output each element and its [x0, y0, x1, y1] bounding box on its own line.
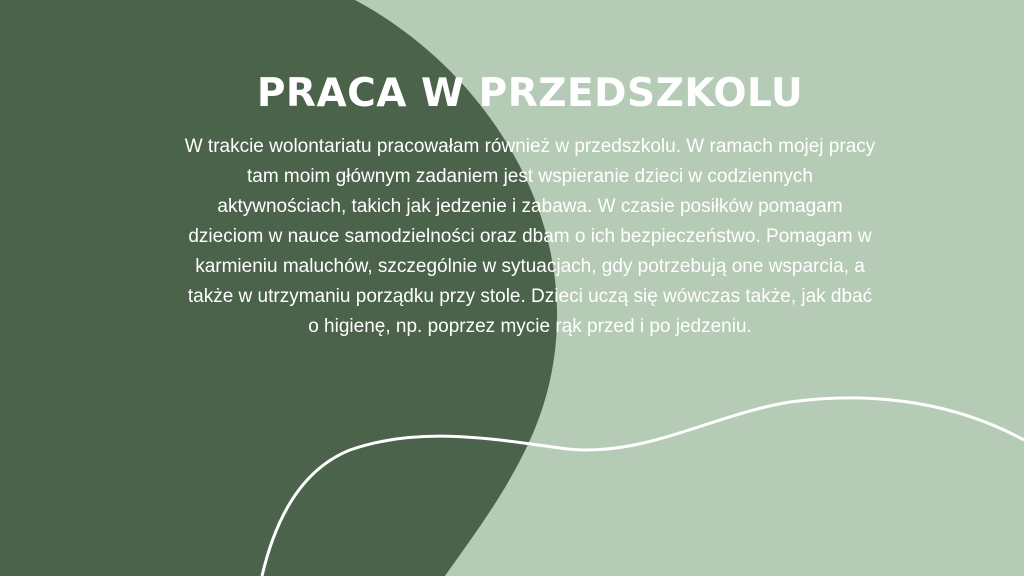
slide-body-text: W trakcie wolontariatu pracowałam również w przedszkolu. W ramach mojej pracy tam moim głównym zadaniem jest wspieranie dzieci w codziennych aktywnościach, takich jak jedzenie i zabawa. W czasie posiłków pomagam dzieciom w nauce samodzielności oraz dbam o ich bezpieczeństwo. Pomagam w karmieniu maluchów, szczególnie w sytuacjach, gdy potrzebują one wsparcia, a także w utrzymaniu porządku przy stole. Dzieci uczą się wówczas także, jak dbać o higienę, np. poprzez mycie rąk przed i po jedzeniu. — [184, 136, 876, 337]
text-block — [160, 68, 900, 342]
slide-title: PRACA W PRZEDSZKOLU — [256, 71, 804, 116]
